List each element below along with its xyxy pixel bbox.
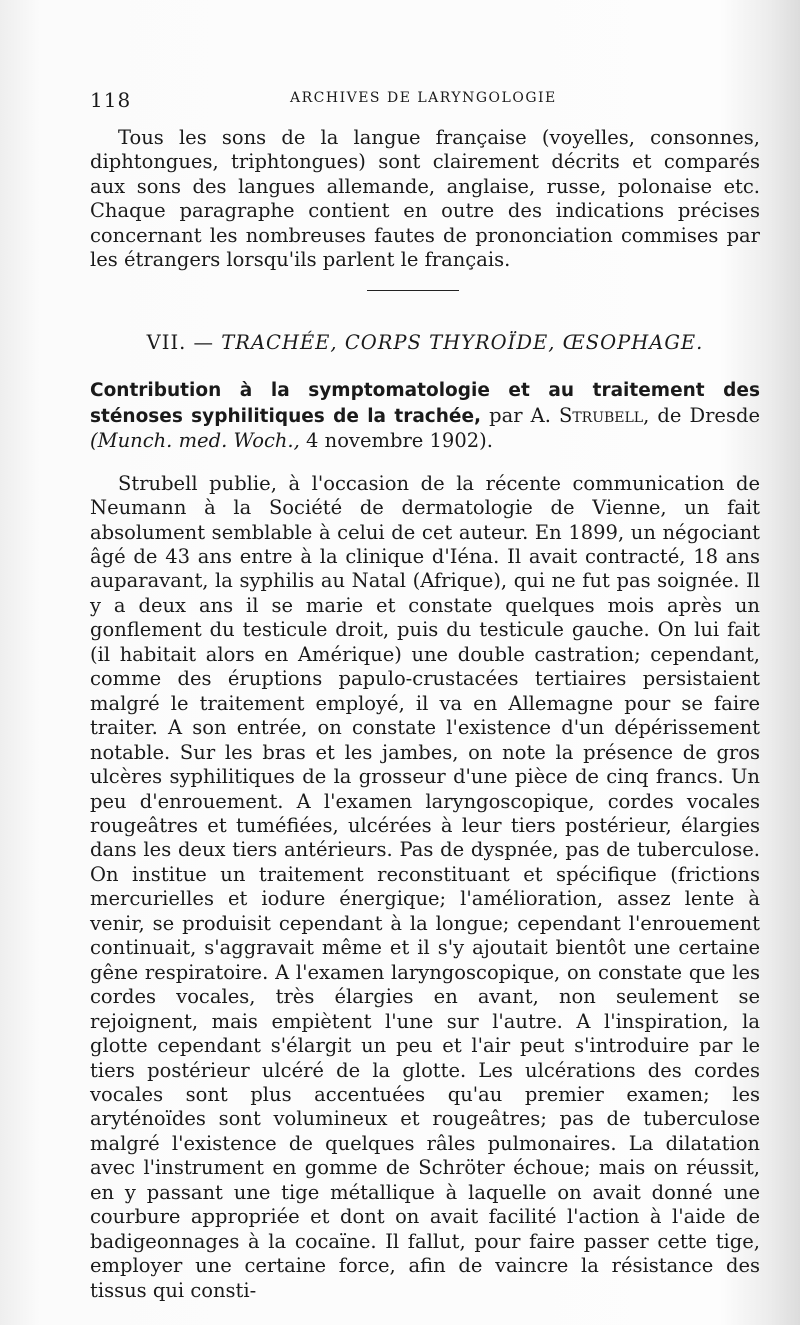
article-journal: (Munch. med. Woch., [90, 429, 300, 453]
page-body [90, 126, 760, 1303]
page-number: 118 [90, 88, 132, 112]
section-heading [90, 331, 760, 354]
article-title: Contribution à la symptomatologie et au traitement des sténoses syphilitiques de la trachée, [90, 380, 760, 427]
section-number: VII. — [146, 331, 215, 355]
article-date: 4 novembre 1902). [306, 429, 493, 453]
intro-paragraph: Tous les sons de la langue française (voyelles, consonnes, diphtongues, triphtongues) sont clairement décrits et comparés aux sons des langues allemande, anglaise, russe, polonaise etc. Chaque paragraphe contient en outre des indications précises concernant les nombreuses fautes de prononciation commises par les étrangers lorsqu'ils parlent le français. [90, 126, 760, 272]
section-divider [367, 290, 459, 291]
article-by: par [489, 403, 523, 427]
section-title: TRACHÉE, CORPS THYROÏDE, ŒSOPHAGE. [221, 331, 704, 355]
article-origin: de Dresde [657, 403, 760, 427]
page-header [90, 88, 750, 116]
main-paragraph: Strubell publie, à l'occasion de la récente communication de Neumann à la Société de dermatologie de Vienne, un fait absolument semblable à celui de cet auteur. En 1899, un négociant âgé de 43 ans entre à la clinique d'Iéna. Il avait contracté, 18 ans auparavant, la syphilis au Natal (Afrique), qui ne fut pas soignée. Il y a deux ans il se marie et constate quelques mois après un gonflement du testicule droit, puis du testicule gauche. On lui fait (il habitait alors en Amérique) une double castration; cependant, comme des éruptions papulo-crustacées tertiaires persistaient malgré le traitement employé, il va en Allemagne pour se faire traiter. A son entrée, on constate l'existence d'un dépérissement notable. Sur les bras et les jambes, on note la présence de gros ulcères syphilitiques de la grosseur d'une pièce de cinq francs. Un peu d'enrouement. A l'examen laryngoscopique, cordes vocales rougeâtres et tuméfiées, ulcérées à leur tiers postérieur, élargies dans les deux tiers antérieurs. Pas de dyspnée, pas de tuberculose. On institue un traitement reconstituant et spécifique (frictions mercurielles et iodure énergique; l'amélioration, assez lente à venir, se produisit cependant à la longue; cependant l'enrouement continuait, s'aggravait même et il s'y ajoutait bientôt une certaine gêne respiratoire. A l'examen laryngoscopique, on constate que les cordes vocales, très élargies en avant, non seulement se rejoignent, mais empiètent l'une sur l'autre. A l'inspiration, la glotte cependant s'élargit un peu et l'air peut s'introduire par le tiers postérieur ulcéré de la glotte. Les ulcérations des cordes vocales sont plus accentuées qu'au premier examen; les aryténoïdes sont volumineux et rougeâtres; pas de tuberculose malgré l'existence de quelques râles pulmonaires. La dilatation avec l'instrument en gomme de Schröter échoue; mais on réussit, en y passant une tige métallique à laquelle on avait donné une courbure appropriée et dont on avait facilité l'action à l'aide de badigeonnages à la cocaïne. Il fallut, pour faire passer cette tige, employer une certaine force, afin de vaincre la résistance des tissus qui consti- [90, 471, 760, 1302]
article-author: A. Strubell, [530, 403, 650, 427]
running-title: ARCHIVES DE LARYNGOLOGIE [290, 90, 557, 106]
article-heading [90, 378, 760, 453]
